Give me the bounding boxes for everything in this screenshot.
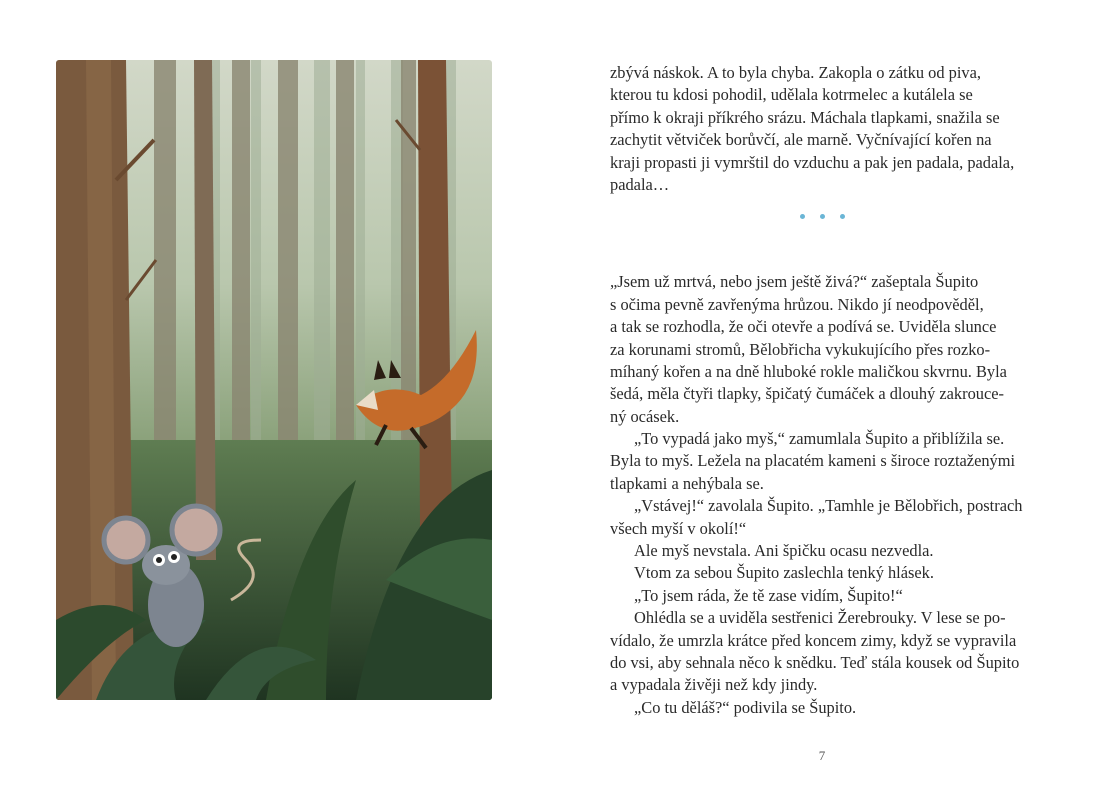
ornament-dot (820, 214, 825, 219)
text-line: tlapkami a nehýbala se. (610, 473, 764, 493)
text-line: Vtom za sebou Šupito zaslechla tenký hlásek. (634, 563, 934, 583)
text-line: za korunami stromů, Bělobřicha vykukujícího přes rozko- (610, 339, 991, 359)
text-line: „Jsem už mrtvá, nebo jsem ještě živá?“ zašeptala Šupito (610, 272, 979, 292)
text-line: zbývá náskok. A to byla chyba. Zakopla o zátku od piva, (610, 63, 981, 82)
text-line: zachytit větviček borůvčí, ale marně. Vyčnívající kořen na (610, 130, 992, 150)
text-line: a vypadala živěji než kdy jindy. (610, 675, 818, 695)
text-line: Byla to myš. Ležela na placatém kameni s široce roztaženými (610, 451, 1016, 471)
text-line: do vsi, aby sehnala něco k snědku. Teď stála kousek od Šupito (610, 652, 1020, 672)
text-line: Ohlédla se a uviděla sestřenici Žerebrouky. V lese se po- (634, 608, 1006, 628)
text-line: šedá, měla čtyři tlapky, špičatý čumáček a dlouhý zakrouce- (610, 384, 1004, 404)
text-line: vídalo, že umrzla krátce před koncem zimy, když se vypravila (610, 630, 1017, 650)
page-number: 7 (818, 748, 826, 763)
page-text (610, 62, 1023, 719)
text-line: „Co tu děláš?“ podivila se Šupito. (634, 697, 857, 717)
ornament-dot (840, 214, 845, 219)
text-line: kterou tu kdosi pohodil, udělala kotrmelec a kutálela se (610, 85, 973, 105)
text-line: „To jsem ráda, že tě zase vidím, Šupito!“ (634, 585, 903, 605)
text-line: „Vstávej!“ zavolala Šupito. „Tamhle je Bělobřich, postrach (634, 496, 1023, 516)
forest-illustration (56, 60, 492, 700)
text-line: Ale myš nevstala. Ani špičku ocasu nezvedla. (634, 541, 934, 561)
section-break-ornament (800, 214, 845, 219)
text-line: „To vypadá jako myš,“ zamumlala Šupito a přiblížila se. (634, 429, 1005, 449)
text-line: padala… (610, 174, 670, 194)
text-line: kraji propasti ji vymrštil do vzduchu a pak jen padala, padala, (610, 152, 1015, 172)
text-line: přímo k okraji příkrého srázu. Máchala tlapkami, snažila se (610, 107, 1000, 127)
ornament-dot (800, 214, 805, 219)
text-line: všech myší v okolí!“ (610, 518, 747, 538)
text-line: ný ocásek. (610, 406, 680, 426)
paragraph-1 (610, 62, 1015, 196)
paragraph-2 (610, 271, 1023, 719)
text-line: s očima pevně zavřenýma hrůzou. Nikdo jí neodpověděl, (610, 294, 984, 314)
text-line: a tak se rozhodla, že oči otevře a podívá se. Uviděla slunce (610, 317, 997, 337)
text-line: míhaný kořen a na dně hluboké rokle maličkou skvrnu. Byla (610, 361, 1007, 381)
